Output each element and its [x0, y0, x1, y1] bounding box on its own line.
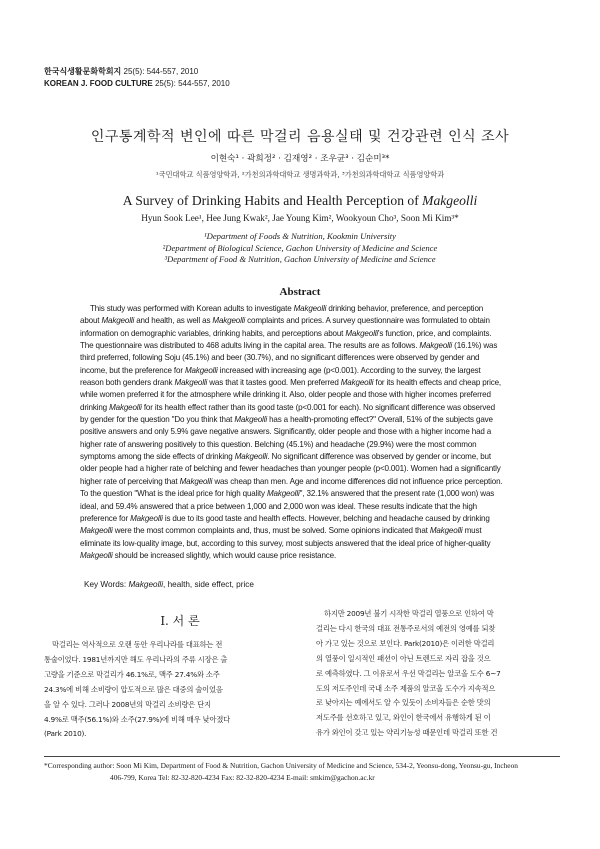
journal-name-ko: 한국식생활문화학회지 — [44, 67, 122, 76]
abstract-line: higher rate of perceiving that Makgeolli was cheap than men. Age and income differences did not influence price perception. — [80, 476, 503, 486]
footnote-divider — [44, 756, 560, 757]
journal-line-ko — [44, 66, 230, 78]
abstract-line: by gender for the question "Do you think that Makgeolli has a health-promoting effect?" Overall, 51% of the subjects gave — [80, 415, 493, 425]
abstract-line: The questionnaire was distributed to 468 adults living in the capital area. The results are as follows. Makgeolli (16.1%) was — [80, 341, 498, 351]
abstract-line: To the question "What is the ideal price for high quality Makgeolli", 32.1% answered that the present rate (1,000 won) was — [80, 489, 495, 499]
journal-line-en — [44, 78, 230, 90]
abstract-line: positive answers and only 5.9% gave negative answers. Significantly, older people and those with a higher income had a — [80, 427, 492, 437]
journal-name-en: KOREAN J. FOOD CULTURE — [44, 79, 153, 88]
journal-citation-en: 25(5): 544-557, 2010 — [154, 79, 230, 88]
body-line: (Park 2010). — [44, 729, 87, 739]
abstract-line: symptoms among the side effects of drinking Makgeolli. No significant difference was observed by gender or income, but — [80, 452, 491, 462]
abstract-line: reason both genders drank Makgeolli was that it tastes good. Men preferred Makgeolli for its health effects and cheap price, — [80, 378, 502, 388]
body-line: 24.3%에 비해 소비량이 압도적으로 많은 대중의 술이었음 — [44, 684, 223, 694]
section-heading-introduction: I. 서 론 — [160, 614, 200, 628]
corresponding-author-footnote — [44, 760, 560, 783]
abstract-line: eliminate its low-quality image, but, according to this survey, most subjects answered that the ideal price of higher-quality — [80, 538, 491, 548]
title-korean: 인구통계학적 변인에 따른 막걸리 음용실태 및 건강관련 인식 조사 — [90, 129, 510, 145]
title-english-prefix: A Survey of Drinking Habits and Health Perception of — [122, 193, 423, 208]
affiliation-1: ¹Department of Foods & Nutrition, Kookmin University — [204, 231, 396, 241]
body-line: 고량을 기준으로 막걸리가 46.1%로, 맥주 27.4%와 소주 — [44, 669, 220, 679]
abstract-heading: Abstract — [279, 286, 321, 298]
abstract-body — [80, 303, 520, 562]
body-line: 저도주를 선호하고 있고, 와인이 한국에서 유행하게 된 이 — [316, 713, 491, 723]
body-line: 도의 저도주인데 국내 소주 제품의 알코올 도수가 지속적으 — [316, 683, 496, 693]
body-column-right — [316, 607, 560, 741]
footnote-line-1: *Corresponding author: Soon Mi Kim, Department of Food & Nutrition, Gachon University of Medicine and Science, 534-2, Yeonsu-dong, Yeonsu-gu, Incheon — [44, 761, 518, 770]
body-line: 로 예측하였다. 그 이유로서 우선 막걸리는 알코올 도수 6~7 — [316, 668, 501, 678]
abstract-line: This study was performed with Korean adults to investigate Makgeolli drinking behavior, preference, and perception — [90, 304, 484, 313]
affiliation-2: ²Department of Biological Science, Gachon University of Medicine and Science — [162, 242, 438, 253]
body-column-left — [44, 638, 308, 742]
affiliation-3: ³Department of Food & Nutrition, Gachon University of Medicine and Science — [164, 254, 436, 265]
abstract-line: preference for Makgeolli is due to its good taste and health effects. However, belching and headache caused by drinking — [80, 513, 490, 523]
body-line: 의 열풍이 일시적인 패션이 아닌 트렌드로 자리 잡을 것으 — [316, 653, 491, 663]
body-line: 을 알 수 있다. 그러나 2008년의 막걸리 소비량은 단지 — [44, 699, 211, 709]
authors-english: Hyun Sook Lee¹, Hee Jung Kwak², Jae Young Kim², Wookyoun Cho³, Soon Mi Kim³* — [141, 213, 459, 223]
abstract-line: third preferred, following Soju (45.1%) and beer (30.7%), and no significant differences were observed by gender and — [80, 353, 480, 363]
footnote-line-2: 406-799, Korea Tel: 82-32-820-4234 Fax: 82-32-820-4234 E-mail: smkim@gachon.ac.kr — [110, 772, 375, 782]
title-english — [0, 193, 600, 209]
body-line: 통술이었다. 1981년까지만 해도 우리나라의 주류 시장은 출 — [44, 654, 228, 664]
journal-header — [44, 66, 230, 90]
body-line: 로 낮아지는 예에서도 알 수 있듯이 소비자들은 순한 맛의 — [316, 698, 491, 708]
body-line: 아 가고 있는 것으로 보인다. Park(2010)은 이러한 막걸리 — [316, 638, 495, 648]
abstract-line: while women preferred it for the atmosphere while drinking it. Also, older people and those with higher incomes preferred — [80, 390, 491, 400]
affiliations-english — [0, 231, 600, 266]
authors-korean: 이현숙¹ · 곽희정² · 김재영² · 조우균³ · 김순미³* — [210, 154, 390, 164]
abstract-line: Makgeolli should be increased slightly, which would cause price resistance. — [80, 550, 337, 560]
body-line: 막걸리는 역사적으로 오랜 동안 우리나라를 대표하는 전 — [52, 640, 223, 649]
abstract-line: income, but the preference for Makgeolli increased with increasing age (p<0.001). According to the survey, the largest — [80, 365, 481, 375]
body-line: 하지만 2009년 불기 시작한 막걸리 열풍으로 인하여 막 — [324, 609, 494, 618]
body-line: 걸리는 다시 한국의 대표 전통주로서의 예전의 영예를 되찾 — [316, 623, 496, 633]
body-line: 4.9%로 맥주(56.1%)와 소주(27.9%)에 비해 매우 낮아졌다 — [44, 714, 231, 724]
title-english-italic: Makgeolli — [422, 193, 478, 208]
abstract-line: older people had a higher rate of belching and fewer headaches than younger people (p<0.001). Women had a significantly — [80, 464, 501, 474]
affiliations-korean: ¹국민대학교 식품영양학과, ²가천의과학대학교 생명과학과, ³가천의과학대학교 식품영양학과 — [155, 170, 445, 179]
abstract-line: Makgeolli were the most common complaints and, thus, must be solved. Some opinions indicated that Makgeolli must — [80, 526, 482, 536]
abstract-line: about Makgeolli and health, as well as Makgeolli complaints and prices. A survey questionnaire was formulated to obtain — [80, 316, 490, 326]
abstract-line: higher rate of answering positively to this question. Belching (45.1%) and headache (29.9%) were the most common — [80, 439, 477, 449]
abstract-line: ideal, and 59.4% answered that a price between 1,000 and 2,000 won was ideal. These results indicate that the high — [80, 501, 477, 511]
body-line: 유가 와인이 갖고 있는 약리기능성 때문인데 막걸리 또한 건 — [316, 728, 498, 738]
keywords: Key Words: Makgeolli, health, side effect, price — [84, 580, 254, 589]
journal-citation-ko: 25(5): 544-557, 2010 — [123, 67, 199, 76]
abstract-line: drinking Makgeolli for its health effect rather than its good taste (p<0.001 for each). No significant difference was observed — [80, 402, 495, 412]
abstract-line: information on demographic variables, drinking habits, and perceptions about Makgeolli's function, price, and complaints. — [80, 328, 492, 338]
